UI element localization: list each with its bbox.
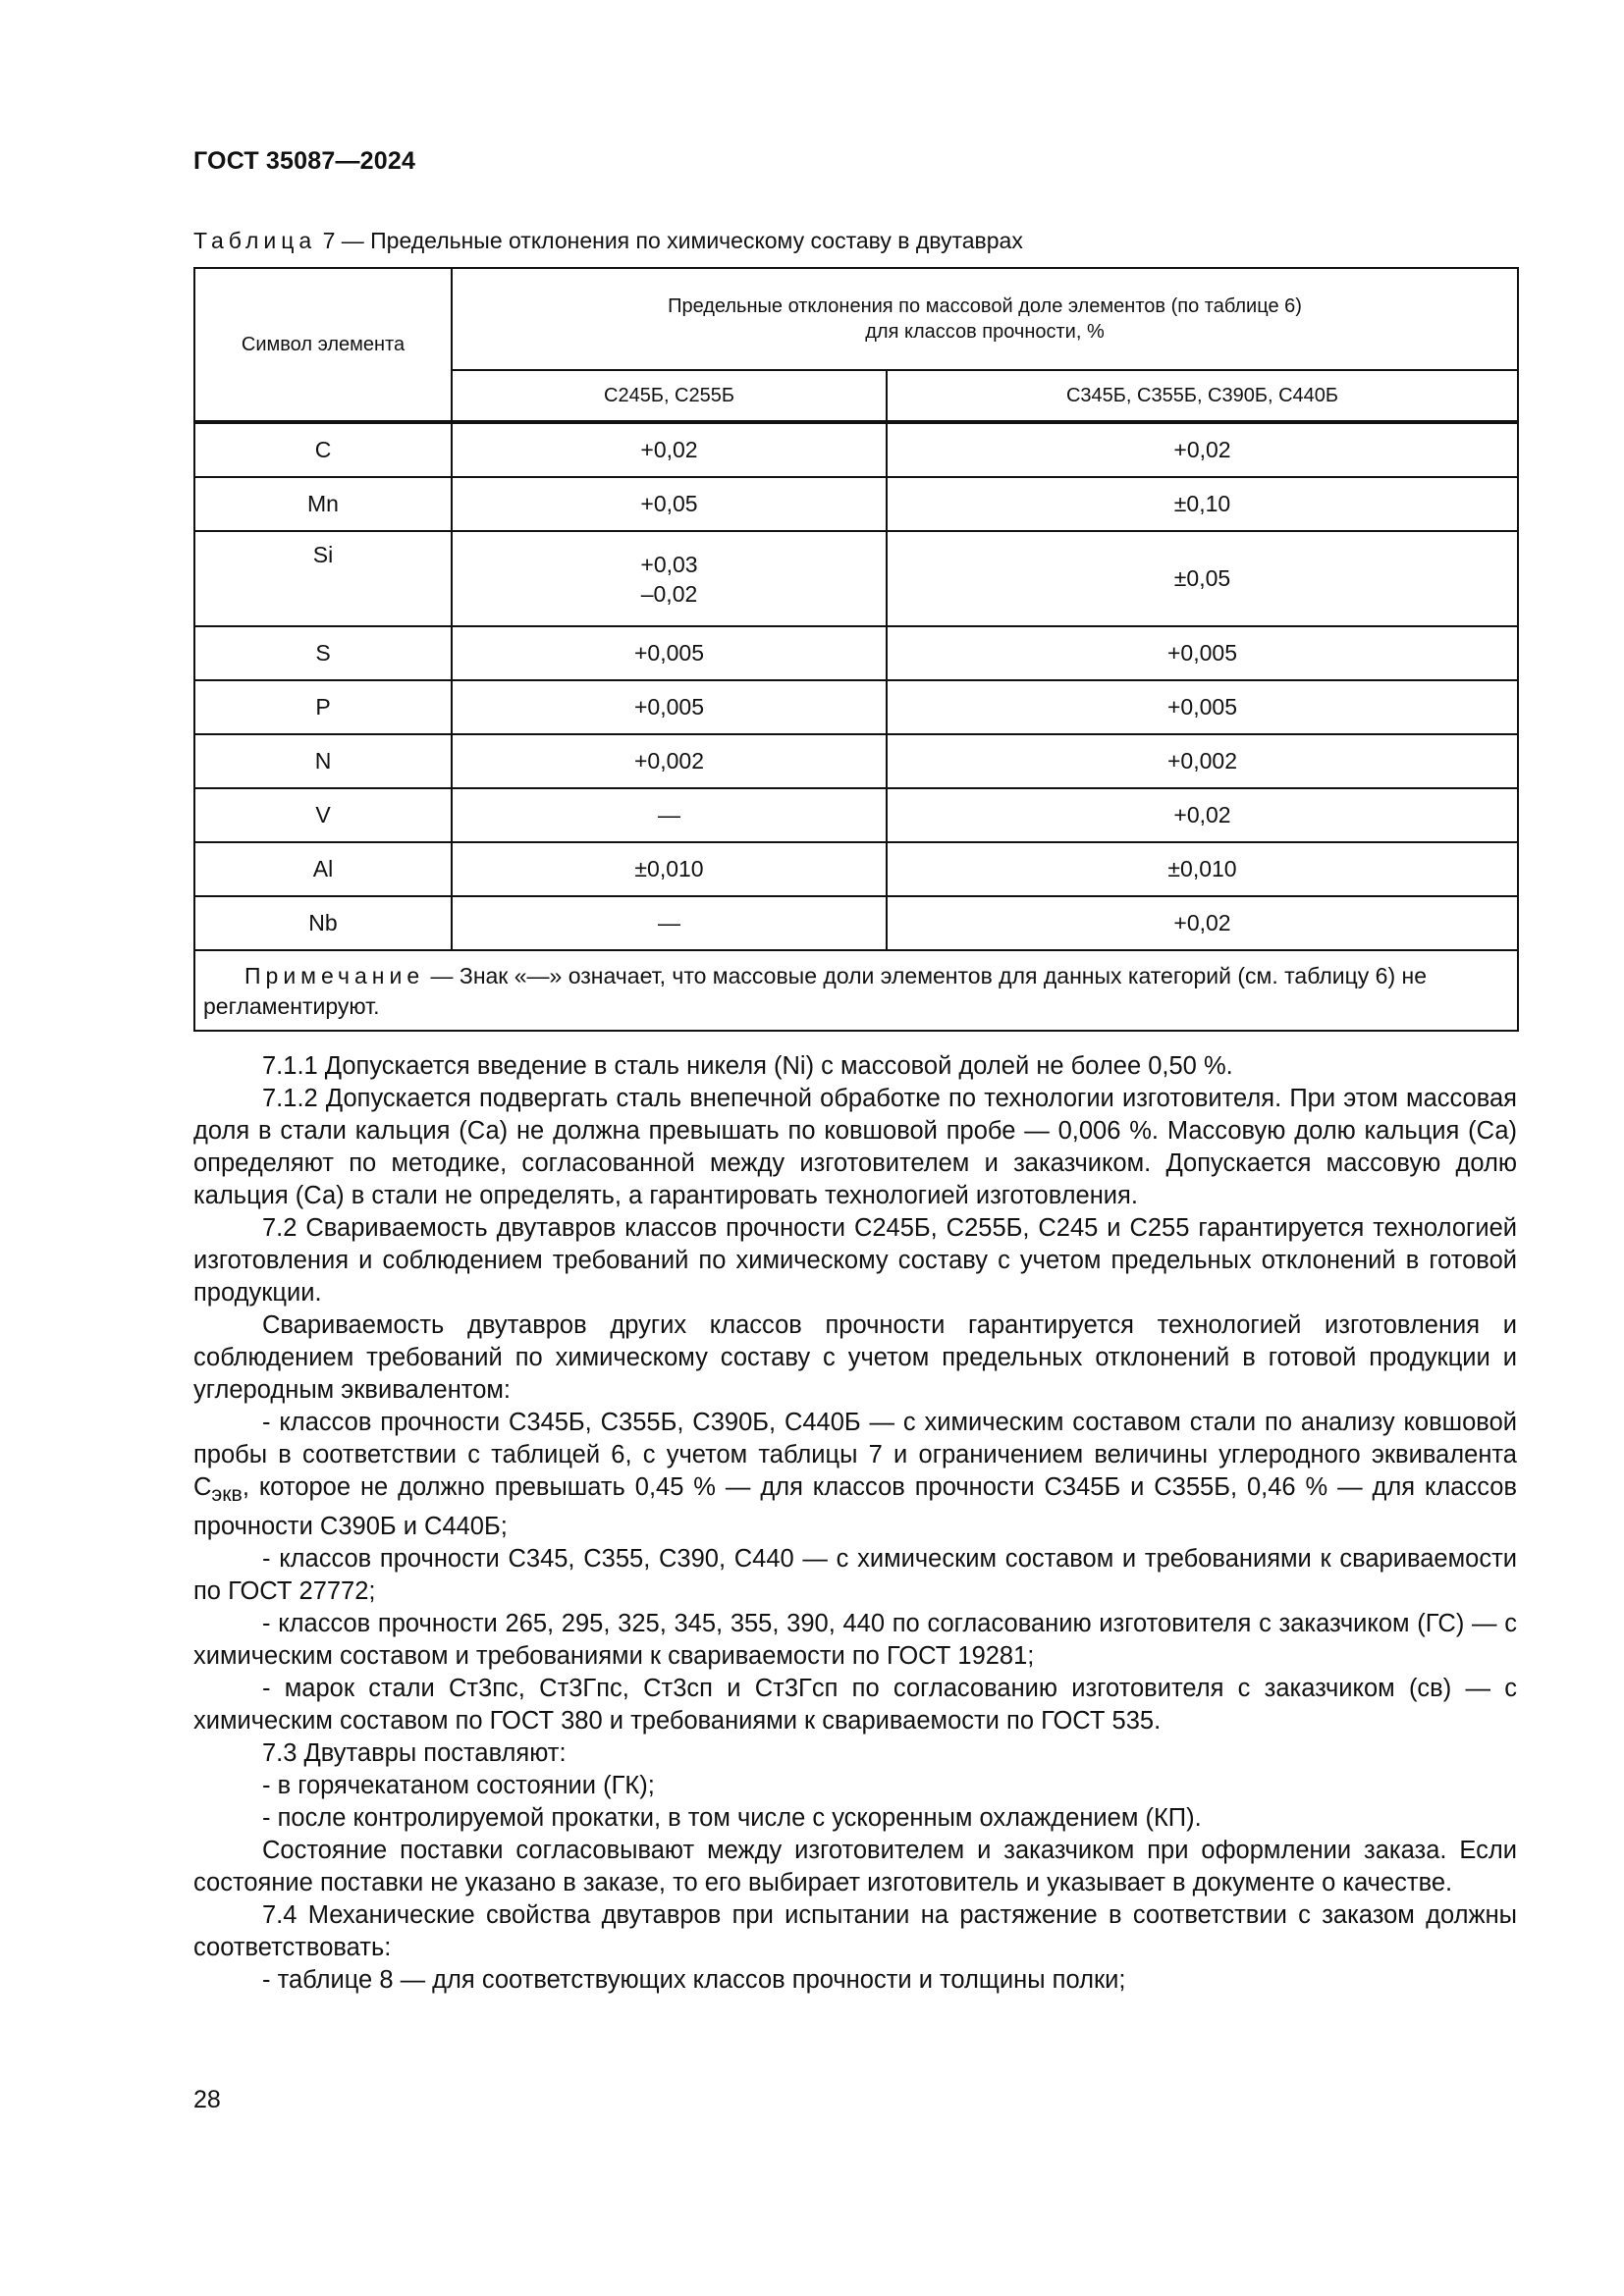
- cell-class-a: +0,02: [452, 422, 887, 477]
- header-class-b: С345Б, С355Б, С390Б, С440Б: [887, 370, 1518, 422]
- note-label: Примечание: [244, 963, 425, 988]
- table-note: [194, 950, 1518, 1031]
- cell-class-b: +0,02: [887, 422, 1518, 477]
- table-header-row: [194, 268, 1518, 370]
- deviation-table: [193, 267, 1519, 1032]
- cell-class-a: +0,005: [452, 680, 887, 734]
- table-row: [194, 788, 1518, 842]
- header-group: [452, 268, 1518, 370]
- paragraph: - в горячекатаном состоянии (ГК);: [262, 1772, 655, 1800]
- bullet-subscript: экв: [211, 1482, 243, 1507]
- paragraph: 7.3 Двутавры поставляют:: [262, 1739, 567, 1768]
- cell-symbol: N: [194, 734, 452, 788]
- bullet-text: - классов прочности С345Б, С355Б, С390Б, С440Б — с химическим составом стали по анализу ковшовой пробы в соответствии с таблицей 6, с учетом таблицы 7 и ограничением величины углеродного эквивалента С: [193, 1409, 1517, 1501]
- cell-class-a: +0,002: [452, 734, 887, 788]
- cell-class-b: ±0,010: [887, 842, 1518, 896]
- cell-class-a: ±0,010: [452, 842, 887, 896]
- header-class-a: С245Б, С255Б: [452, 370, 887, 422]
- table-caption: [193, 228, 1023, 254]
- cell-symbol: Al: [194, 842, 452, 896]
- paragraph: Состояние поставки согласовывают между изготовителем и заказчиком при оформлении заказа. Если состояние поставки не указано в заказе, то его выбирает изготовитель и указывает в документе о качестве.: [193, 1837, 1517, 1897]
- cell-symbol: Mn: [194, 477, 452, 531]
- table-caption-text: 7 — Предельные отклонения по химическому составу в двутаврах: [322, 228, 1023, 253]
- cell-class-b: +0,005: [887, 680, 1518, 734]
- cell-class-b: ±0,05: [887, 531, 1518, 626]
- paragraph: - марок стали Ст3пс, Ст3Гпс, Ст3сп и Ст3Гсп по согласованию изготовителя с заказчиком (св) — с химическим составом по ГОСТ 380 и требованиями к свариваемости по ГОСТ 535.: [193, 1675, 1517, 1735]
- table-row: [194, 626, 1518, 680]
- table-row: [194, 734, 1518, 788]
- cell-symbol: C: [194, 422, 452, 477]
- cell-symbol: S: [194, 626, 452, 680]
- table-note-row: [194, 950, 1518, 1031]
- cell-class-b: +0,005: [887, 626, 1518, 680]
- table-row: [194, 477, 1518, 531]
- cell-symbol: Nb: [194, 896, 452, 950]
- paragraph: - после контролируемой прокатки, в том числе с ускоренным охлаждением (КП).: [262, 1804, 1202, 1833]
- table-row: [194, 896, 1518, 950]
- paragraph: Свариваемость двутавров других классов прочности гарантируется технологией изготовления и соблюдением требований по химическому составу с учетом предельных отклонений в готовой продукции и углеродным эквивалентом:: [193, 1311, 1517, 1404]
- cell-class-b: ±0,10: [887, 477, 1518, 531]
- paragraph: 7.4 Механические свойства двутавров при испытании на растяжение в соответствии с заказом должны соответствовать:: [193, 1901, 1517, 1962]
- table-caption-label: Таблица: [193, 228, 317, 253]
- table-row: [194, 422, 1518, 477]
- table-row: [194, 842, 1518, 896]
- cell-class-a: +0,005: [452, 626, 887, 680]
- header-group-line2: для классов прочности, %: [865, 321, 1105, 343]
- paragraph: - таблице 8 — для соответствующих классов прочности и толщины полки;: [262, 1966, 1126, 1995]
- table-row: [194, 531, 1518, 626]
- cell-class-b: +0,02: [887, 788, 1518, 842]
- paragraph: 7.2 Свариваемость двутавров классов прочности С245Б, С255Б, С245 и С255 гарантируется технологией изготовления и соблюдением требований по химическому составу с учетом предельных отклонений в готовой продукции.: [193, 1214, 1517, 1307]
- paragraph: [193, 1407, 1517, 1543]
- cell-class-a-lower: –0,02: [640, 580, 698, 607]
- paragraph: - классов прочности С345, С355, С390, С440 — с химическим составом и требованиями к свариваемости по ГОСТ 27772;: [193, 1545, 1517, 1606]
- cell-class-a: +0,05: [452, 477, 887, 531]
- paragraph: - классов прочности 265, 295, 325, 345, 355, 390, 440 по согласованию изготовителя с заказчиком (ГС) — с химическим составом и требованиями к свариваемости по ГОСТ 19281;: [193, 1610, 1517, 1671]
- cell-class-a: [452, 531, 887, 626]
- cell-class-a: —: [452, 788, 887, 842]
- cell-class-b: +0,002: [887, 734, 1518, 788]
- cell-symbol: V: [194, 788, 452, 842]
- header-symbol: Символ элемента: [194, 268, 452, 422]
- cell-class-a-upper: +0,03: [640, 551, 698, 577]
- table-row: [194, 680, 1518, 734]
- bullet-text-continued: , которое не должно превышать 0,45 % — для классов прочности С345Б и С355Б, 0,46 % — для классов прочности С390Б и С440Б;: [193, 1473, 1517, 1541]
- document-header: ГОСТ 35087—2024: [193, 147, 416, 175]
- cell-symbol: P: [194, 680, 452, 734]
- header-group-line1: Предельные отклонения по массовой доле элементов (по таблице 6): [668, 295, 1302, 317]
- page-number: 28: [193, 2086, 221, 2113]
- cell-class-a: —: [452, 896, 887, 950]
- cell-class-b: +0,02: [887, 896, 1518, 950]
- paragraph: 7.1.2 Допускается подвергать сталь внепечной обработке по технологии изготовителя. При этом массовая доля в стали кальция (Са) не должна превышать по ковшовой пробе — 0,006 %. Массовую долю кальция (Са) определяют по методике, согласованной между изготовителем и заказчиком. Допускается массовую долю кальция (Са) в стали не определять, а гарантировать технологией изготовления.: [193, 1085, 1517, 1209]
- note-text: — Знак «—» означает, что массовые доли элементов для данных категорий (см. таблицу 6) не регламентируют.: [203, 963, 1428, 1019]
- paragraph: 7.1.1 Допускается введение в сталь никеля (Ni) с массовой долей не более 0,50 %.: [262, 1052, 1233, 1080]
- cell-symbol: Si: [194, 531, 452, 626]
- body-text: [193, 1050, 1517, 1997]
